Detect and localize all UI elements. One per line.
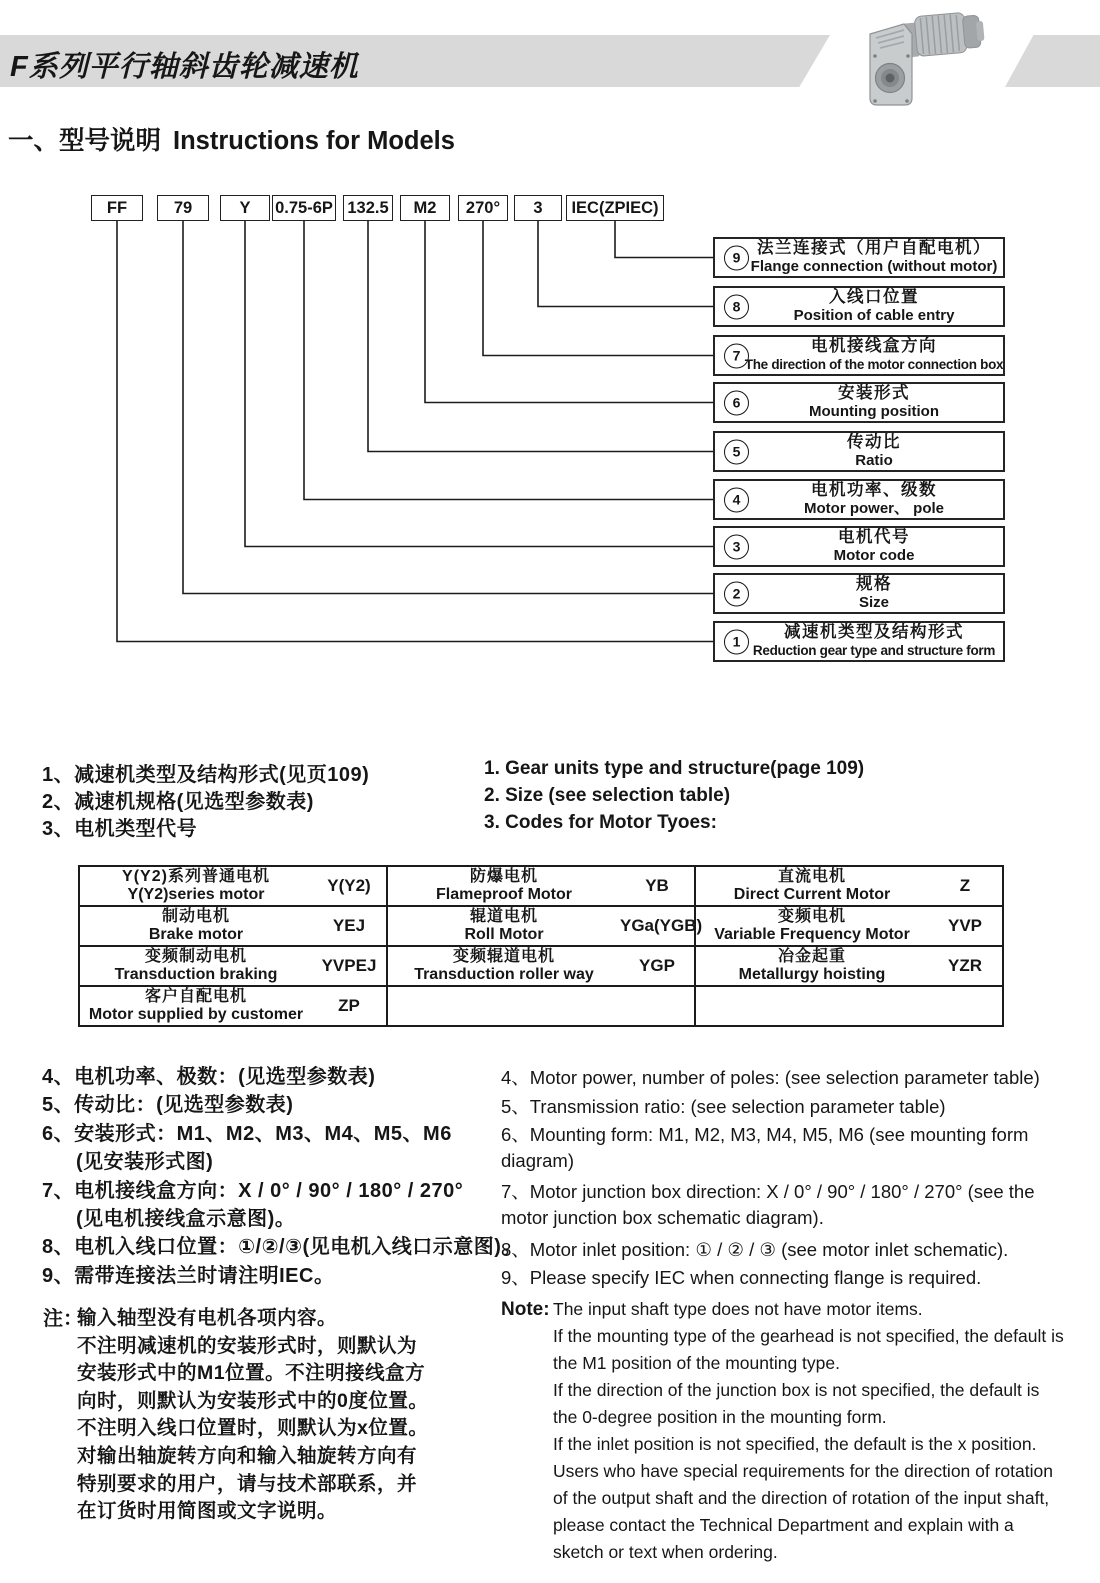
product-image-gear-reducer bbox=[848, 4, 1000, 116]
callout-text bbox=[749, 575, 999, 612]
note-line-zh: 对输出轴旋转方向和输入轴旋转方向有 bbox=[77, 1445, 418, 1467]
list-item-en: motor junction box schematic diagram). bbox=[501, 1207, 824, 1228]
section-title-zh: 一、型号说明 bbox=[8, 127, 162, 155]
connector-line bbox=[117, 221, 713, 642]
callout-box-3 bbox=[713, 526, 1005, 567]
note-line-zh: 安装形式中的M1位置。不注明接线盒方 bbox=[77, 1362, 426, 1385]
motor-type-en: Variable Frequency Motor bbox=[714, 926, 910, 943]
list-item-zh: 4、电机功率、极数：(见选型参数表) bbox=[42, 1066, 376, 1088]
callout-label-en: The direction of the motor connection box bbox=[744, 357, 1004, 373]
motor-type-names bbox=[388, 868, 620, 904]
motor-type-en: Transduction braking bbox=[114, 966, 278, 983]
callout-box-7 bbox=[713, 335, 1005, 376]
model-code-segment: 79 bbox=[157, 195, 209, 221]
note-line-en: sketch or text when ordering. bbox=[553, 1542, 778, 1562]
list-item-en: 9、Please specify IEC when connecting flange is required. bbox=[501, 1267, 982, 1289]
table-cell bbox=[387, 906, 703, 946]
motor-type-code: YGa(YGB) bbox=[620, 916, 703, 935]
connector-line bbox=[483, 221, 713, 356]
motor-type-cell bbox=[696, 907, 1002, 945]
motor-type-code: ZP bbox=[338, 996, 360, 1015]
motor-type-code: YB bbox=[645, 876, 669, 895]
motor-type-code: YZR bbox=[948, 956, 982, 975]
model-code-segment: FF bbox=[91, 195, 143, 221]
connector-line bbox=[304, 221, 713, 500]
callout-text bbox=[749, 481, 999, 518]
table-cell bbox=[695, 986, 1003, 1026]
motor-type-cell bbox=[696, 947, 1002, 985]
callout-label-zh: 减速机类型及结构形式 bbox=[784, 623, 964, 642]
note-line-en: If the direction of the junction box is not specified, the default is bbox=[553, 1380, 1040, 1400]
table-cell bbox=[79, 986, 387, 1026]
motor-type-en: Metallurgy hoisting bbox=[738, 966, 886, 983]
callout-box-4 bbox=[713, 479, 1005, 520]
motor-type-en: Brake motor bbox=[148, 926, 244, 943]
note-label-zh: 注： bbox=[43, 1308, 83, 1330]
list-item-en: 3. Codes for Motor Tyoes: bbox=[484, 812, 717, 834]
callout-label-en: Motor power、 pole bbox=[804, 500, 944, 518]
callout-label-en: Motor code bbox=[833, 547, 915, 565]
motor-type-names bbox=[388, 948, 620, 984]
list-item-zh: 1、减速机类型及结构形式(见页109) bbox=[42, 764, 370, 786]
callout-box-1 bbox=[713, 621, 1005, 662]
table-row bbox=[79, 946, 1003, 986]
list-item-en: 2. Size (see selection table) bbox=[484, 785, 731, 807]
motor-type-cell bbox=[388, 867, 694, 905]
callout-label-en: Mounting position bbox=[809, 403, 939, 421]
section-title-en: Instructions for Models bbox=[173, 127, 455, 155]
motor-type-cell bbox=[696, 987, 1002, 1025]
list-item-zh: (见安装形式图) bbox=[76, 1151, 214, 1174]
motor-type-names bbox=[696, 868, 928, 904]
circled-number-4: 4 bbox=[724, 487, 749, 512]
motor-type-zh: Y(Y2)系列普通电机 bbox=[122, 868, 270, 886]
callout-label-zh: 传动比 bbox=[847, 432, 901, 451]
motor-type-zh: 变频辊道电机 bbox=[452, 948, 555, 966]
motor-type-en: Roll Motor bbox=[464, 926, 544, 943]
series-title: F系列平行轴斜齿轮减速机 bbox=[10, 51, 359, 83]
callout-label-zh: 电机功率、级数 bbox=[811, 480, 937, 499]
motor-type-cell bbox=[388, 987, 694, 1025]
callout-box-9 bbox=[713, 237, 1005, 278]
motor-body bbox=[900, 11, 985, 58]
motor-code-table bbox=[78, 865, 1004, 1027]
motor-type-names bbox=[80, 948, 312, 984]
motor-type-names bbox=[80, 988, 312, 1024]
circled-number-8: 8 bbox=[724, 294, 749, 319]
motor-type-names bbox=[696, 948, 928, 984]
circled-number-1: 1 bbox=[724, 629, 749, 654]
note-line-zh: 特别要求的用户，请与技术部联系，并 bbox=[77, 1472, 418, 1495]
motor-type-code: YGP bbox=[639, 956, 675, 975]
callout-box-2 bbox=[713, 573, 1005, 614]
callout-text bbox=[744, 337, 1004, 374]
table-cell bbox=[79, 866, 387, 906]
motor-type-names bbox=[80, 868, 312, 904]
motor-type-code: YVPEJ bbox=[321, 956, 377, 975]
model-code-segment: IEC(ZPIEC) bbox=[566, 195, 664, 221]
note-line-zh: 不注明减速机的安装形式时，则默认为 bbox=[77, 1334, 418, 1357]
callout-label-en: Reduction gear type and structure form bbox=[752, 643, 996, 659]
motor-type-en: Flameproof Motor bbox=[436, 886, 572, 903]
callout-label-zh: 安装形式 bbox=[838, 383, 910, 402]
note-line-en: If the inlet position is not specified, the default is the x position. bbox=[553, 1434, 1037, 1454]
callout-label-zh: 电机接线盒方向 bbox=[811, 337, 937, 356]
note-line-zh: 输入轴型没有电机各项内容。 bbox=[77, 1307, 338, 1329]
table-row bbox=[79, 906, 1003, 946]
callout-box-6 bbox=[713, 382, 1005, 423]
note-line-zh: 不注明入线口位置时，则默认为x位置。 bbox=[77, 1417, 429, 1440]
motor-type-cell bbox=[80, 947, 386, 985]
model-code-segment: Y bbox=[220, 195, 270, 221]
connector-line bbox=[368, 221, 713, 452]
note-line-en: the M1 position of the mounting type. bbox=[553, 1353, 840, 1373]
note-label-en: Note: bbox=[501, 1299, 550, 1320]
callout-label-zh: 规格 bbox=[856, 574, 892, 593]
connector-line bbox=[425, 221, 713, 403]
list-item-zh: (见电机接线盒示意图)。 bbox=[76, 1208, 296, 1230]
motor-type-zh: 客户自配电机 bbox=[144, 988, 247, 1006]
table-row bbox=[79, 986, 1003, 1026]
motor-type-zh: 制动电机 bbox=[161, 908, 230, 926]
table-cell bbox=[79, 906, 387, 946]
table-cell bbox=[79, 946, 387, 986]
table-row bbox=[79, 866, 1003, 906]
list-item-zh: 3、电机类型代号 bbox=[42, 818, 198, 841]
motor-type-cell bbox=[388, 907, 703, 945]
motor-type-cell bbox=[696, 867, 1002, 905]
motor-type-cell bbox=[80, 867, 386, 905]
list-item-en: 6、Mounting form: M1, M2, M3, M4, M5, M6 (see mounting form bbox=[501, 1124, 1029, 1146]
connector-line bbox=[183, 221, 713, 594]
motor-type-code: YEJ bbox=[332, 916, 366, 935]
motor-type-zh: 变频电机 bbox=[777, 908, 846, 926]
callout-text bbox=[749, 528, 999, 565]
table-cell bbox=[387, 986, 695, 1026]
note-line-zh: 向时，则默认为安装形式中的0度位置。 bbox=[77, 1389, 429, 1412]
callout-label-en: Size bbox=[858, 594, 889, 612]
note-line-en: If the mounting type of the gearhead is not specified, the default is bbox=[553, 1326, 1064, 1346]
callout-label-en: Ratio bbox=[855, 452, 893, 470]
note-line-en: please contact the Technical Department and explain with a bbox=[553, 1515, 1014, 1535]
note-line-en: of the output shaft and the direction of rotation of the input shaft, bbox=[553, 1488, 1050, 1508]
table-cell bbox=[695, 946, 1003, 986]
callout-box-8 bbox=[713, 286, 1005, 327]
circled-number-6: 6 bbox=[724, 390, 749, 415]
section-title bbox=[8, 121, 455, 157]
callout-label-zh: 入线口位置 bbox=[829, 287, 919, 306]
motor-type-en: Y(Y2)series motor bbox=[127, 886, 265, 903]
note-line-zh: 在订货时用简图或文字说明。 bbox=[77, 1500, 338, 1523]
motor-type-code: Z bbox=[959, 876, 971, 895]
list-item-en: 1. Gear units type and structure(page 109) bbox=[484, 758, 865, 779]
list-item-en: 7、Motor junction box direction: X / 0° / 90° / 180° / 270° (see the bbox=[501, 1181, 1035, 1203]
circled-number-5: 5 bbox=[724, 439, 749, 464]
motor-type-code: Y(Y2) bbox=[327, 876, 371, 895]
motor-type-zh: 变频制动电机 bbox=[144, 948, 247, 966]
connector-line bbox=[615, 221, 713, 258]
note-line-en: Users who have special requirements for the direction of rotation bbox=[553, 1461, 1053, 1481]
motor-type-en: Transduction roller way bbox=[414, 966, 594, 983]
model-code-segment: M2 bbox=[400, 195, 450, 221]
list-item-zh: 7、电机接线盒方向：X / 0° / 90° / 180° / 270° bbox=[42, 1179, 464, 1202]
list-item-en: 5、Transmission ratio: (see selection parameter table) bbox=[501, 1095, 946, 1117]
list-item-zh: 2、减速机规格(见选型参数表) bbox=[42, 791, 314, 814]
list-item-en: 8、Motor inlet position: ① / ② / ③ (see motor inlet schematic). bbox=[501, 1238, 1009, 1260]
model-code-segment: 132.5 bbox=[343, 195, 393, 221]
motor-type-names bbox=[388, 908, 620, 944]
header-banner-accent bbox=[1005, 35, 1100, 87]
list-item-zh: 5、传动比：(见选型参数表) bbox=[42, 1094, 294, 1117]
list-item-zh: 8、电机入线口位置：①/②/③(见电机入线口示意图)。 bbox=[42, 1236, 522, 1259]
motor-type-cell bbox=[80, 987, 386, 1025]
connector-line bbox=[245, 221, 713, 547]
note-line-en: the 0-degree position in the mounting form. bbox=[553, 1407, 887, 1427]
callout-text bbox=[749, 239, 999, 276]
connector-line bbox=[538, 221, 713, 307]
callout-text bbox=[749, 433, 999, 470]
table-cell bbox=[387, 866, 695, 906]
note-line-en: The input shaft type does not have motor items. bbox=[553, 1299, 923, 1319]
list-item-zh: 6、安装形式：M1、M2、M3、M4、M5、M6 bbox=[42, 1122, 452, 1145]
motor-type-zh: 辊道电机 bbox=[469, 908, 538, 926]
callout-text bbox=[749, 384, 999, 421]
callout-box-5 bbox=[713, 431, 1005, 472]
motor-type-code: YVP bbox=[947, 916, 983, 935]
motor-type-cell bbox=[388, 947, 694, 985]
model-code-segment: 0.75-6P bbox=[272, 195, 336, 221]
table-cell bbox=[695, 906, 1003, 946]
callout-label-zh: 电机代号 bbox=[838, 527, 910, 546]
callout-label-en: Flange connection (without motor) bbox=[750, 258, 998, 276]
motor-type-en: Direct Current Motor bbox=[733, 886, 891, 903]
callout-label-zh: 法兰连接式（用户自配电机） bbox=[757, 238, 991, 257]
gearbox-housing bbox=[870, 24, 912, 105]
circled-number-9: 9 bbox=[724, 245, 749, 270]
motor-type-zh: 冶金起重 bbox=[777, 948, 846, 966]
motor-type-names bbox=[696, 908, 928, 944]
motor-type-en: Motor supplied by customer bbox=[88, 1006, 304, 1023]
motor-type-zh: 直流电机 bbox=[777, 868, 846, 886]
table-cell bbox=[695, 866, 1003, 906]
motor-type-zh: 防爆电机 bbox=[469, 868, 538, 886]
table-cell bbox=[387, 946, 695, 986]
callout-text bbox=[749, 288, 999, 325]
circled-number-7: 7 bbox=[724, 343, 749, 368]
list-item-en: diagram) bbox=[501, 1149, 574, 1171]
circled-number-2: 2 bbox=[724, 581, 749, 606]
circled-number-3: 3 bbox=[724, 534, 749, 559]
callout-text bbox=[749, 623, 999, 660]
motor-type-cell bbox=[80, 907, 386, 945]
motor-type-names bbox=[80, 908, 312, 944]
list-item-en: 4、Motor power, number of poles: (see selection parameter table) bbox=[501, 1067, 1040, 1088]
callout-label-en: Position of cable entry bbox=[793, 307, 955, 325]
model-code-segment: 270° bbox=[458, 195, 508, 221]
list-item-zh: 9、需带连接法兰时请注明IEC。 bbox=[42, 1264, 335, 1287]
model-code-segment: 3 bbox=[514, 195, 562, 221]
